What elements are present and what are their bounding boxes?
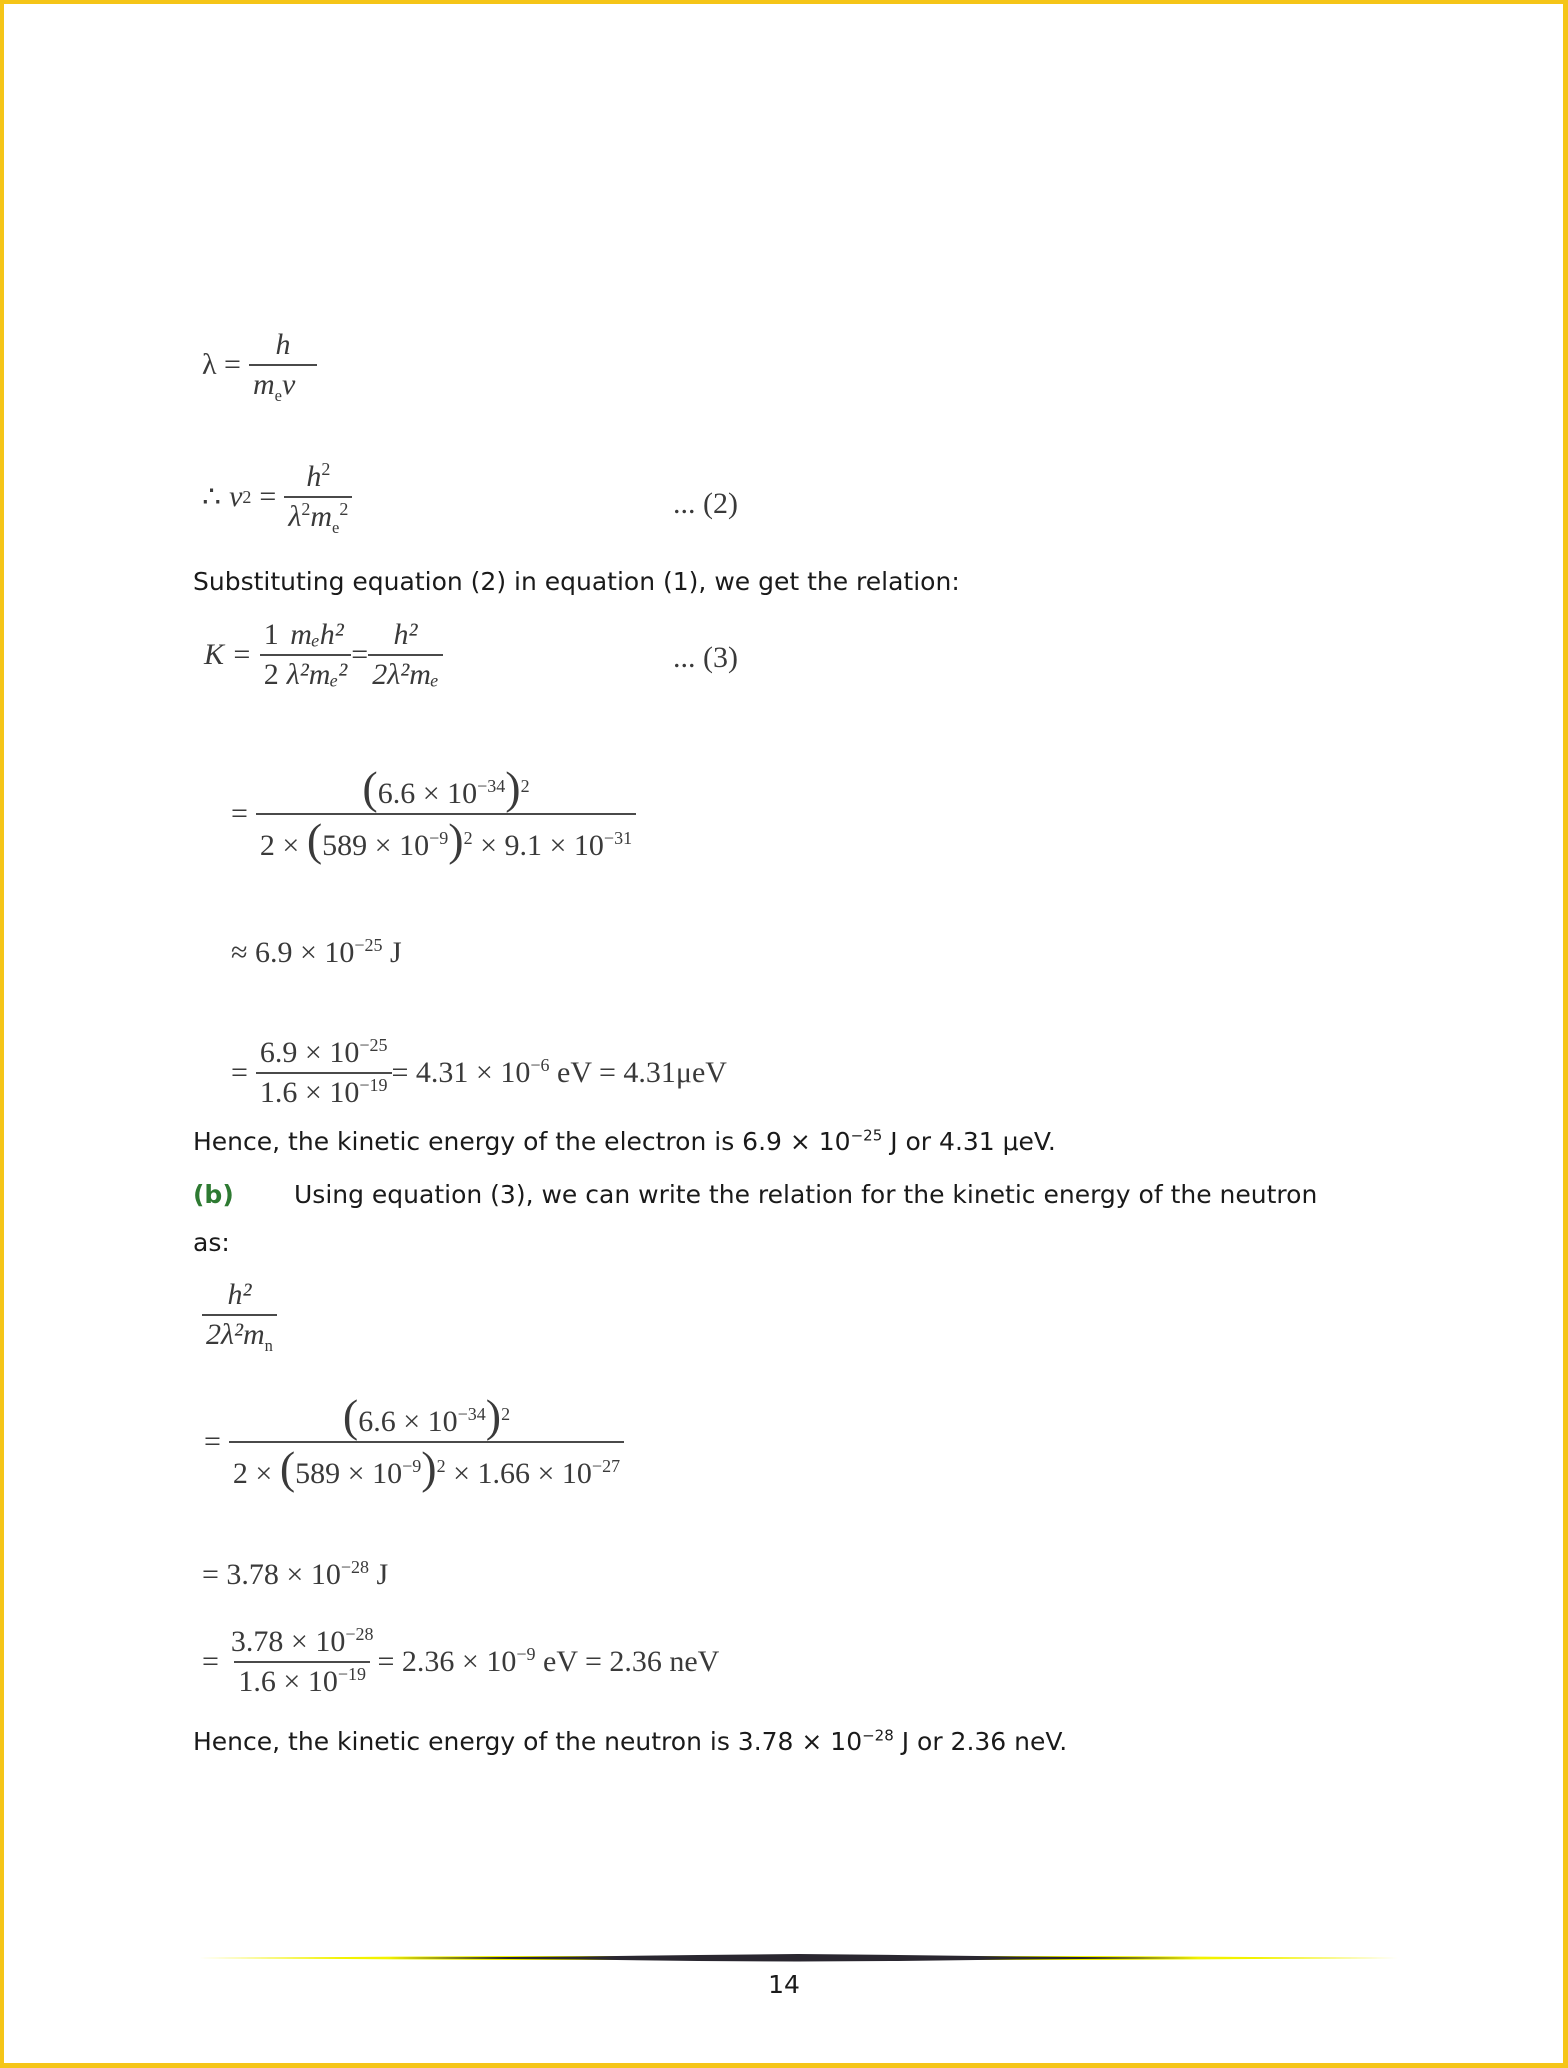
footer-divider <box>198 1953 1400 1963</box>
K-third-fraction <box>368 618 443 692</box>
v2-den-m-exp: 2 <box>339 499 349 519</box>
K-lhs: K = <box>204 638 252 671</box>
equation-neutron-result-j <box>202 1558 388 1592</box>
ev-den-base: 1.6 × 10 <box>238 1665 338 1698</box>
part-b-text: Using equation (3), we can write the relation for the kinetic energy of the neutron <box>294 1180 1318 1209</box>
electron-calc-fraction: $\frac{(6.6 \times 10^{-34})^2}{2 \times (589 \times 10^{-9})^2 \times 9.1 \times 10^{-31}}$ <box>256 765 636 863</box>
lambda-denominator-m: m <box>252 368 275 401</box>
part-b-continuation: as: <box>193 1228 230 1257</box>
lambda-denominator-sub: e <box>274 386 282 405</box>
ev-den-exp: −19 <box>359 1075 388 1095</box>
v2-num-exp: 2 <box>321 459 331 479</box>
equals-sign: = <box>204 1425 221 1458</box>
neutron-j-exp: −28 <box>340 1557 369 1577</box>
electron-result-post: J or 4.31 μeV. <box>882 1127 1056 1156</box>
neutron-result-pre: Hence, the kinetic energy of the neutron is 3.78 × 10 <box>193 1727 863 1756</box>
approx-exp: −25 <box>354 935 383 955</box>
v2-den-m-sub: e <box>332 518 340 537</box>
den-paren-exp: −9 <box>429 828 449 848</box>
lambda-fraction <box>249 328 317 405</box>
num-outer-exp: 2 <box>501 1404 511 1424</box>
den-suffix: × 1.66 × 10 <box>453 1457 592 1490</box>
K-f3-num: h² <box>393 618 418 651</box>
text-electron-result <box>193 1127 1056 1156</box>
num-base: 6.6 × 10 <box>377 777 478 810</box>
part-b-label: (b) <box>193 1180 234 1209</box>
K-f3-den: 2λ²mₑ <box>372 658 439 691</box>
v2-fraction <box>284 459 352 537</box>
den-suffix: × 9.1 × 10 <box>480 829 604 862</box>
half-den: 2 <box>260 654 283 692</box>
equals-sign: = <box>351 638 369 671</box>
page-number: 14 <box>768 1970 800 1999</box>
lambda-numerator: h <box>275 328 291 361</box>
neutron-formula-den-sub: n <box>264 1336 273 1355</box>
ev-rhs-unit: eV = 2.36 neV <box>543 1645 720 1678</box>
den-paren-base: 589 × 10 <box>322 829 430 862</box>
neutron-formula-fraction <box>202 1278 277 1355</box>
v2-den-lambda: λ <box>288 500 302 533</box>
neutron-formula-num: h² <box>227 1278 252 1311</box>
therefore-symbol: ∴ <box>202 480 222 514</box>
ev-num-base: 6.9 × 10 <box>259 1036 360 1069</box>
equals-sign: = <box>231 797 248 830</box>
den-paren-base: 589 × 10 <box>295 1457 403 1490</box>
neutron-result-post: J or 2.36 neV. <box>893 1727 1068 1756</box>
den-paren-outer-exp: 2 <box>436 1456 446 1476</box>
num-outer-exp: 2 <box>520 776 530 796</box>
den-prefix: 2 × <box>259 829 300 862</box>
num-exp: −34 <box>457 1404 486 1424</box>
neutron-j-unit: J <box>376 1558 389 1591</box>
ev-rhs-exp: −6 <box>530 1055 550 1075</box>
equation-K <box>204 618 443 692</box>
neutron-calc-fraction: $\frac{(6.6 \times 10^{-34})^2}{2 \times (589 \times 10^{-9})^2 \times 1.66 \times 10^{-27}}$ <box>229 1393 624 1491</box>
equation-lambda <box>202 328 317 405</box>
neutron-formula-den: 2λ²m <box>206 1318 265 1351</box>
ev-den-exp: −19 <box>337 1664 366 1684</box>
lambda-lhs: λ = <box>202 348 241 381</box>
equals-sign: = <box>231 1056 248 1089</box>
ev-num-base: 3.78 × 10 <box>230 1625 346 1658</box>
v-variable: v <box>229 480 243 513</box>
approx-base: 6.9 × 10 <box>254 936 355 969</box>
num-base: 6.6 × 10 <box>358 1405 458 1438</box>
num-exp: −34 <box>477 776 506 796</box>
neutron-result-exp: −28 <box>862 1726 894 1745</box>
equation-electron-approx <box>231 936 402 970</box>
approx-symbol: ≈ <box>231 936 248 969</box>
ev-num-exp: −25 <box>359 1035 388 1055</box>
den-suffix-exp: −31 <box>603 828 633 848</box>
electron-result-pre: Hence, the kinetic energy of the electron is 6.9 × 10 <box>193 1127 851 1156</box>
ev-rhs-base: = 2.36 × 10 <box>377 1645 517 1678</box>
den-suffix-exp: −27 <box>591 1456 621 1476</box>
v2-num-h: h <box>306 460 322 493</box>
neutron-ev-fraction <box>227 1625 378 1699</box>
text-substituting: Substituting equation (2) in equation (1), we get the relation: <box>193 567 960 596</box>
den-prefix: 2 × <box>232 1457 273 1490</box>
equation-ref-3: ... (3) <box>673 641 738 674</box>
equation-v-squared: ∴ v 2 = $\frac{h^2}{\lambda^2m_e^2}$ <box>202 460 352 534</box>
neutron-j-base: 3.78 × 10 <box>226 1558 341 1591</box>
equals-sign: = <box>202 1645 219 1678</box>
v2-den-lambda-exp: 2 <box>301 499 311 519</box>
text-neutron-result <box>193 1727 1067 1756</box>
ev-num-exp: −28 <box>345 1624 374 1644</box>
ev-rhs-unit: eV = 4.31μeV <box>557 1056 727 1089</box>
lambda-denominator-v: v <box>281 368 296 401</box>
den-paren-outer-exp: 2 <box>463 828 473 848</box>
equation-electron-ev <box>231 1036 727 1110</box>
equation-neutron-calc <box>204 1390 624 1493</box>
electron-result-exp: −25 <box>850 1126 883 1145</box>
K-f2-den: λ²mₑ² <box>286 658 348 691</box>
equation-ref-2: ... (2) <box>673 487 738 520</box>
ev-rhs-base: = 4.31 × 10 <box>391 1056 531 1089</box>
equation-electron-calc <box>231 762 636 865</box>
ev-den-base: 1.6 × 10 <box>259 1076 360 1109</box>
equals-sign: = <box>259 480 277 513</box>
half-num: 1 <box>263 618 279 651</box>
den-paren-exp: −9 <box>402 1456 422 1476</box>
equation-neutron-ev <box>202 1625 719 1699</box>
equation-neutron-formula <box>202 1278 277 1355</box>
K-f2-num: mₑh² <box>290 618 344 651</box>
electron-ev-fraction <box>256 1036 392 1110</box>
approx-unit: J <box>390 936 402 969</box>
K-second-fraction <box>283 618 352 692</box>
K-half-fraction <box>260 618 283 692</box>
v2-den-m: m <box>310 500 333 533</box>
ev-rhs-exp: −9 <box>516 1644 536 1664</box>
equals-sign: = <box>202 1558 219 1591</box>
